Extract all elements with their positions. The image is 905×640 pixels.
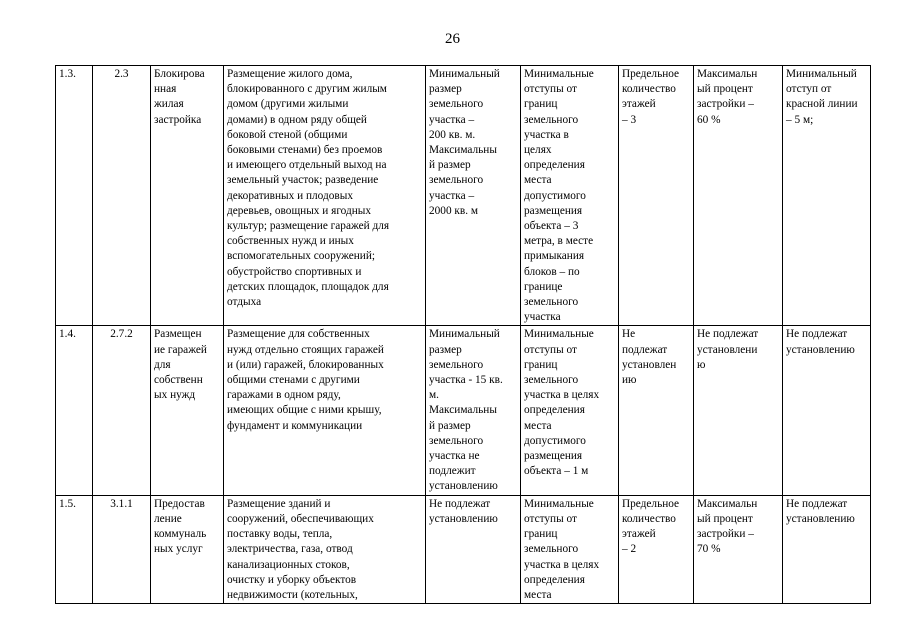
use-name: Блокирова нная жилая застройка bbox=[151, 66, 224, 326]
coverage-percent: Максимальн ый процент застройки – 70 % bbox=[694, 495, 783, 603]
floor-limit: Не подлежат установлен ию bbox=[619, 326, 694, 495]
table-row bbox=[56, 495, 871, 603]
boundary-setback: Минимальные отступы от границ земельного участка в целях определения места допустимого размещения объекта – 3 метра, в месте примыкания блоков – по границе земельного участка bbox=[521, 66, 619, 326]
use-code: 2.7.2 bbox=[93, 326, 151, 495]
coverage-percent: Максимальн ый процент застройки – 60 % bbox=[694, 66, 783, 326]
plot-size: Минимальный размер земельного участка – 200 кв. м. Максимальны й размер земельного участка – 2000 кв. м bbox=[426, 66, 521, 326]
red-line-setback: Минимальный отступ от красной линии – 5 м; bbox=[783, 66, 871, 326]
red-line-setback: Не подлежат установлению bbox=[783, 495, 871, 603]
use-description: Размещение для собственных нужд отдельно стоящих гаражей и (или) гаражей, блокированных общими стенами с другими гаражами в одном ряду, имеющих общие с ними крышу, фундамент и коммуникации bbox=[224, 326, 426, 495]
page-number: 26 bbox=[445, 31, 460, 47]
regulations-table bbox=[55, 65, 871, 604]
floor-limit: Предельное количество этажей – 3 bbox=[619, 66, 694, 326]
use-code: 2.3 bbox=[93, 66, 151, 326]
use-description: Размещение жилого дома, блокированного с другим жилым домом (другими жилыми домами) в одном ряду общей боковой стеной (общими боковыми стенами) без проемов и имеющего отдельный выход на земельный участок; разведение декоративных и плодовых деревьев, овощных и ягодных культур; размещение гаражей для собственных нужд и иных вспомогательных сооружений; обустройство спортивных и детских площадок, площадок для отдыха bbox=[224, 66, 426, 326]
table-row bbox=[56, 326, 871, 495]
table-row bbox=[56, 66, 871, 326]
coverage-percent: Не подлежат установлени ю bbox=[694, 326, 783, 495]
boundary-setback: Минимальные отступы от границ земельного участка в целях определения места bbox=[521, 495, 619, 603]
row-number: 1.5. bbox=[56, 495, 93, 603]
plot-size: Минимальный размер земельного участка - 15 кв. м. Максимальны й размер земельного участка не подлежит установлению bbox=[426, 326, 521, 495]
use-code: 3.1.1 bbox=[93, 495, 151, 603]
plot-size: Не подлежат установлению bbox=[426, 495, 521, 603]
floor-limit: Предельное количество этажей – 2 bbox=[619, 495, 694, 603]
use-name: Предостав ление коммуналь ных услуг bbox=[151, 495, 224, 603]
use-description: Размещение зданий и сооружений, обеспечивающих поставку воды, тепла, электричества, газа, отвод канализационных стоков, очистку и уборку объектов недвижимости (котельных, bbox=[224, 495, 426, 603]
use-name: Размещен ие гаражей для собственн ых нужд bbox=[151, 326, 224, 495]
red-line-setback: Не подлежат установлению bbox=[783, 326, 871, 495]
row-number: 1.3. bbox=[56, 66, 93, 326]
boundary-setback: Минимальные отступы от границ земельного участка в целях определения места допустимого размещения объекта – 1 м bbox=[521, 326, 619, 495]
row-number: 1.4. bbox=[56, 326, 93, 495]
